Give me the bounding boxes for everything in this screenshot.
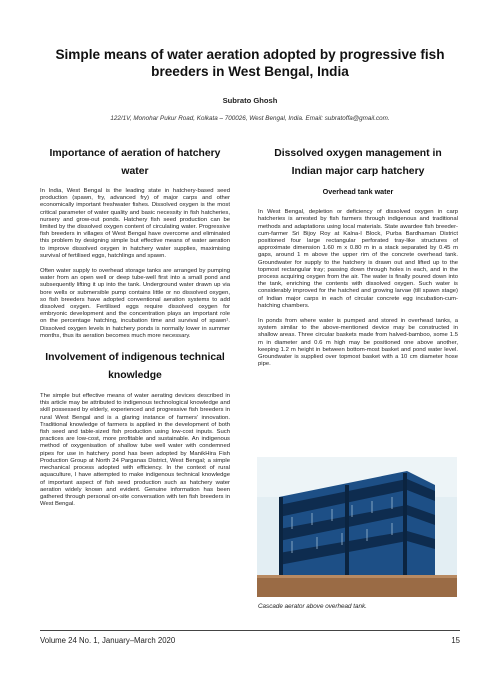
paragraph: In West Bengal, depletion or deficiency of dissolved oxygen in carp hatcheries is arrested by fish farmers through indigenous and traditional methods and adaptations using local materials. State awardee fish breeder-cum-farmer Sri Bijoy Roy at Kalna-I Block, Purba Bardhaman District positioned four large rectangular perforated tray-like structures of approximate dimension 1.60 m x 0.80 m in a stack separated by 0.45 m gaps, around 1 m above the upper rim of the concrete overhead tank. Groundwater for supply to the hatchery is drawn out and lifted up to the topmost rectangular tray; passing down through holes in each, and in the process acquiring oxygen from the air. The water is finally poured down into the tank, enriching the contents with dissolved oxygen. Such water is considerably improved for the hatched and growing larvae (till spawn stage) of Indian major carps in each of circular concrete egg incubation-cum-hatching chambers. (258, 209, 458, 309)
paragraph: In India, West Bengal is the leading state in hatchery-based seed production (spawn, fry, advanced fry) of major carps and other economically important freshwater fishes. Dissolved oxygen is the most critical parameter of water quality and basic necessity in fish hatcheries, nursery and grow-out ponds. Hatchery fish seed production can be limited by the dissolved oxygen content of circulating water. Progressive fish breeders in villages of West Bengal have overcome and eliminated this problem by designing simple but effective means of water aeration to improve dissolved oxygen in hatchery water supplies, maximising survival of fertilised eggs, hatchlings and spawn. (40, 188, 230, 259)
footer-divider (40, 630, 460, 631)
author-affiliation: 122/1V, Monohar Pukur Road, Kolkata – 700026, West Bengal, India. Email: subratoffa@gmail.com. (110, 115, 390, 122)
section-heading-dissolved-oxygen: Dissolved oxygen management in Indian major carp hatchery (274, 148, 442, 177)
subheading-overhead-tank: Overhead tank water (322, 187, 394, 196)
paragraph: Often water supply to overhead storage tanks are arranged by pumping water from an open well or deep tube-well first into a small pond and subsequently lifting it up into the tank. Underground water drawn up via bore wells or submersible pump contains little or no dissolved oxygen, so fish breeders have adopted conventional aeration systems to add dissolved oxygen. Fertilised eggs require dissolved oxygen for embryonic development and the concentration plays an important role on the percentage hatching, incubation time and survival of spawn¹. Dissolved oxygen levels in hatchery ponds is normally lower in summer months, thus its aeration becomes much more necessary. (40, 268, 230, 339)
section-heading-indigenous: Involvement of indigenous technical knowledge (45, 352, 225, 382)
cascade-aerator-illustration (257, 457, 457, 597)
page-number: 15 (451, 636, 460, 645)
paragraph: The simple but effective means of water aerating devices described in this article may be attributed to indigenous technological knowledge and skill possessed by elderly, experienced and progressive fish breeders in rural West Bengal and is a glaring instance of farmers’ innovation. Traditional knowledge of farmers is applied in the development of both fish seed and table-sized fish production using low-cost inputs. Such practices are low-cost, more profitable and sustainable. An indigenous method of oxygenisation of shallow tube well water with condemned pipes for use in hatchery pond has been adopted by ManikHira Fish Production Group at North 24 Parganas District, West Bengal; a simple mechanical process adopted with efficiency. In the context of rural aquaculture, I have attempted to make indigenous technical knowledge of important aspect of fish seed production such as hatchery water aeration widely known and evident. Genuine information has been gathered through personal on-site conversation with ten fish breeders in West Bengal. (40, 393, 230, 508)
cascade-aerator-photo (257, 457, 457, 597)
section-heading-aeration: Importance of aeration of hatchery water (49, 148, 221, 177)
author-name: Subrato Ghosh (222, 96, 278, 105)
photo-caption: Cascade aerator above overhead tank. (258, 603, 367, 610)
journal-issue: Volume 24 No. 1, January–March 2020 (40, 636, 176, 645)
article-title: Simple means of water aeration adopted by progressive fish breeders in West Bengal, India (55, 47, 445, 79)
paragraph: In ponds from where water is pumped and stored in overhead tanks, a system similar to the above-mentioned device may be constructed in shallow areas. Three circular baskets made from halved-bamboo, some 1.5 m in diameter and 0.6 m high may be positioned one above another, keeping 1.2 m height in between bottom-most basket and pond water level. Groundwater is supplied over topmost basket with a 10 cm diameter hose pipe. (258, 318, 458, 368)
right-column (258, 145, 458, 368)
left-column (40, 145, 230, 508)
